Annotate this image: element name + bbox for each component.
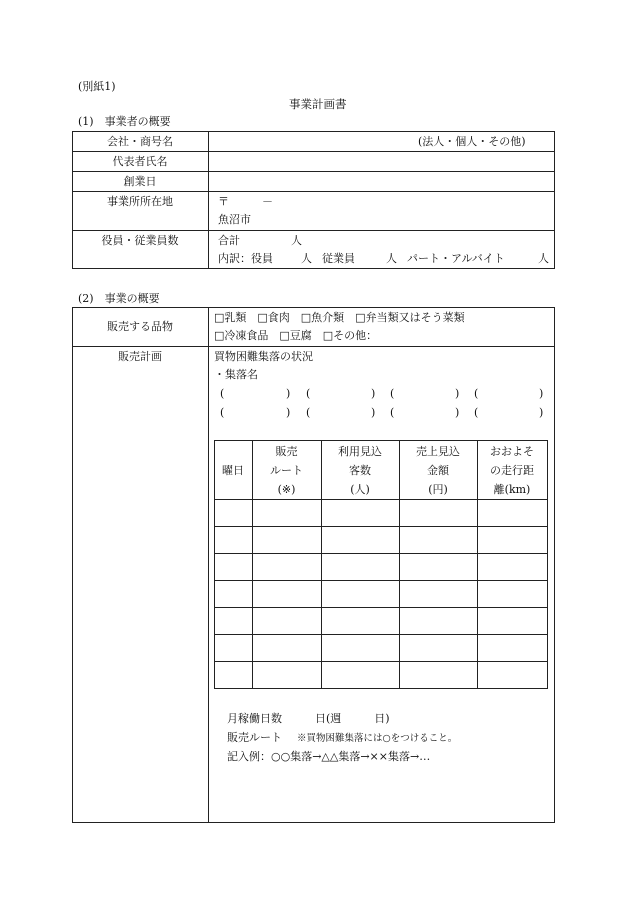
village-paren-open: (	[306, 387, 311, 400]
breakdown-part-time: パート・アルバイト	[407, 252, 505, 265]
header-sales-3: (円)	[428, 483, 448, 496]
representative-label: 代表者氏名	[112, 155, 168, 168]
village-paren-open: (	[220, 387, 225, 400]
header-customers-1: 利用見込	[338, 445, 382, 458]
route-note: ※買物困難集落には○をつけること。	[297, 733, 458, 744]
village-paren-close: )	[539, 387, 544, 400]
header-customers-2: 客数	[349, 464, 371, 477]
founded-label: 創業日	[123, 175, 157, 188]
village-paren-close: )	[286, 387, 291, 400]
village-paren-open: (	[474, 387, 479, 400]
village-paren-close: )	[455, 387, 460, 400]
header-weekday: 曜日	[222, 464, 244, 477]
postal-mark: 〒	[218, 195, 229, 208]
products-label: 販売する品物	[107, 320, 173, 333]
header-distance-1: おおよそ	[490, 445, 534, 458]
total-label: 合計	[218, 234, 240, 247]
header-distance-3: 離(km)	[493, 483, 531, 496]
company-name-label: 会社・商号名	[107, 135, 173, 148]
breakdown-unit-2: 人	[386, 252, 397, 265]
village-paren-close: )	[286, 406, 291, 419]
city-name: 魚沼市	[218, 213, 251, 226]
header-sales-2: 金額	[427, 464, 449, 477]
postal-dash: －	[262, 195, 273, 208]
village-paren-open: (	[390, 387, 395, 400]
products-options-line1: □乳類 □食肉 □魚介類 □弁当類又はそう菜類	[214, 311, 465, 324]
section1-heading: (1) 事業者の概要	[78, 115, 171, 128]
village-paren-close: )	[371, 406, 376, 419]
header-route-1: 販売	[275, 445, 298, 458]
products-options-line2: □冷凍食品 □豆腐 □その他：	[214, 329, 378, 342]
total-unit: 人	[291, 234, 302, 247]
village-paren-close: )	[371, 387, 376, 400]
monthly-working-days: 月稼働日数 日(週 日)	[227, 712, 390, 725]
route-example: 記入例：○○集落→△△集落→××集落→…	[227, 750, 431, 763]
staff-count-label: 役員・従業員数	[101, 234, 179, 247]
section2-heading: (2) 事業の概要	[78, 292, 160, 305]
village-label: ・集落名	[214, 368, 258, 381]
breakdown-officers: 内訳：役員	[218, 252, 273, 265]
sales-plan-label: 販売計画	[118, 350, 162, 363]
annex-label: (別紙1)	[78, 80, 116, 93]
document-title: 事業計画書	[289, 97, 347, 111]
route-label: 販売ルート	[227, 731, 282, 744]
plan-intro: 買物困難集落の状況	[214, 350, 313, 363]
village-paren-open: (	[306, 406, 311, 419]
village-paren-open: (	[390, 406, 395, 419]
header-customers-3: (人)	[350, 483, 370, 496]
address-label: 事業所所在地	[107, 195, 173, 208]
header-sales-1: 売上見込	[416, 445, 460, 458]
header-route-2: ルート	[270, 464, 303, 477]
breakdown-unit-3: 人	[538, 252, 549, 265]
header-distance-2: の走行距	[490, 464, 534, 477]
company-type-options: (法人・個人・その他)	[418, 135, 526, 148]
village-paren-close: )	[539, 406, 544, 419]
breakdown-employees: 従業員	[322, 252, 355, 265]
village-paren-open: (	[220, 406, 225, 419]
village-paren-open: (	[474, 406, 479, 419]
village-paren-close: )	[455, 406, 460, 419]
breakdown-unit-1: 人	[301, 252, 312, 265]
header-route-3: (※)	[277, 483, 296, 496]
